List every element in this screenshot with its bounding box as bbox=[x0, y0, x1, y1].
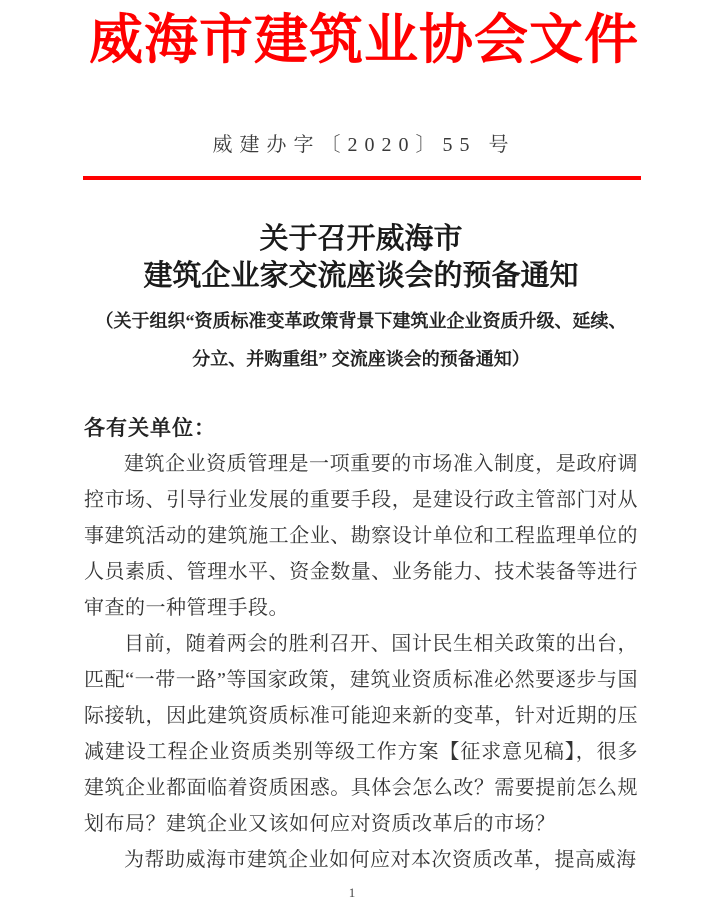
red-divider-rule bbox=[83, 176, 641, 180]
document-title-line2: 建筑企业家交流座谈会的预备通知 bbox=[143, 260, 579, 292]
page-number: 1 bbox=[348, 885, 356, 900]
body-paragraph-1: 建筑企业资质管理是一项重要的市场准入制度，是政府调控市场、引导行业发展的重要手段，是建设行政主管部门对从事建筑活动的建筑施工企业、勘察设计单位和工程监理单位的人员素质、管理水平、资金数量、业务能力、技术装备等进行审查的一种管理手段。 bbox=[84, 453, 638, 619]
document-title-line1: 关于召开威海市 bbox=[259, 223, 463, 255]
document-subtitle-line1: （关于组织“资质标准变革政策背景下建筑业企业资质升级、延续、 bbox=[95, 311, 627, 331]
document-subtitle bbox=[84, 302, 638, 378]
salutation: 各有关单位： bbox=[84, 416, 216, 440]
reference-number: 威建办字〔2020〕55 号 bbox=[212, 134, 516, 156]
document-subtitle-line2: 分立、并购重组” 交流座谈会的预备通知） bbox=[192, 349, 530, 369]
document-title bbox=[84, 221, 638, 295]
body-paragraph-2: 目前，随着两会的胜利召开、国计民生相关政策的出台，匹配“一带一路”等国家政策，建筑业资质标准必然要逐步与国际接轨，因此建筑资质标准可能迎来新的变革，针对近期的压减建设工程企业资质类别等级工作方案【征求意见稿】，很多建筑企业都面临着资质困惑。具体会怎么改？需要提前怎么规划布局？建筑企业又该如何应对资质改革后的市场？ bbox=[84, 633, 638, 835]
org-header-title: 威海市建筑业协会文件 bbox=[89, 10, 639, 70]
document-content bbox=[84, 221, 638, 878]
body-paragraph-3: 为帮助威海市建筑企业如何应对本次资质改革，提高威海 bbox=[124, 849, 637, 871]
